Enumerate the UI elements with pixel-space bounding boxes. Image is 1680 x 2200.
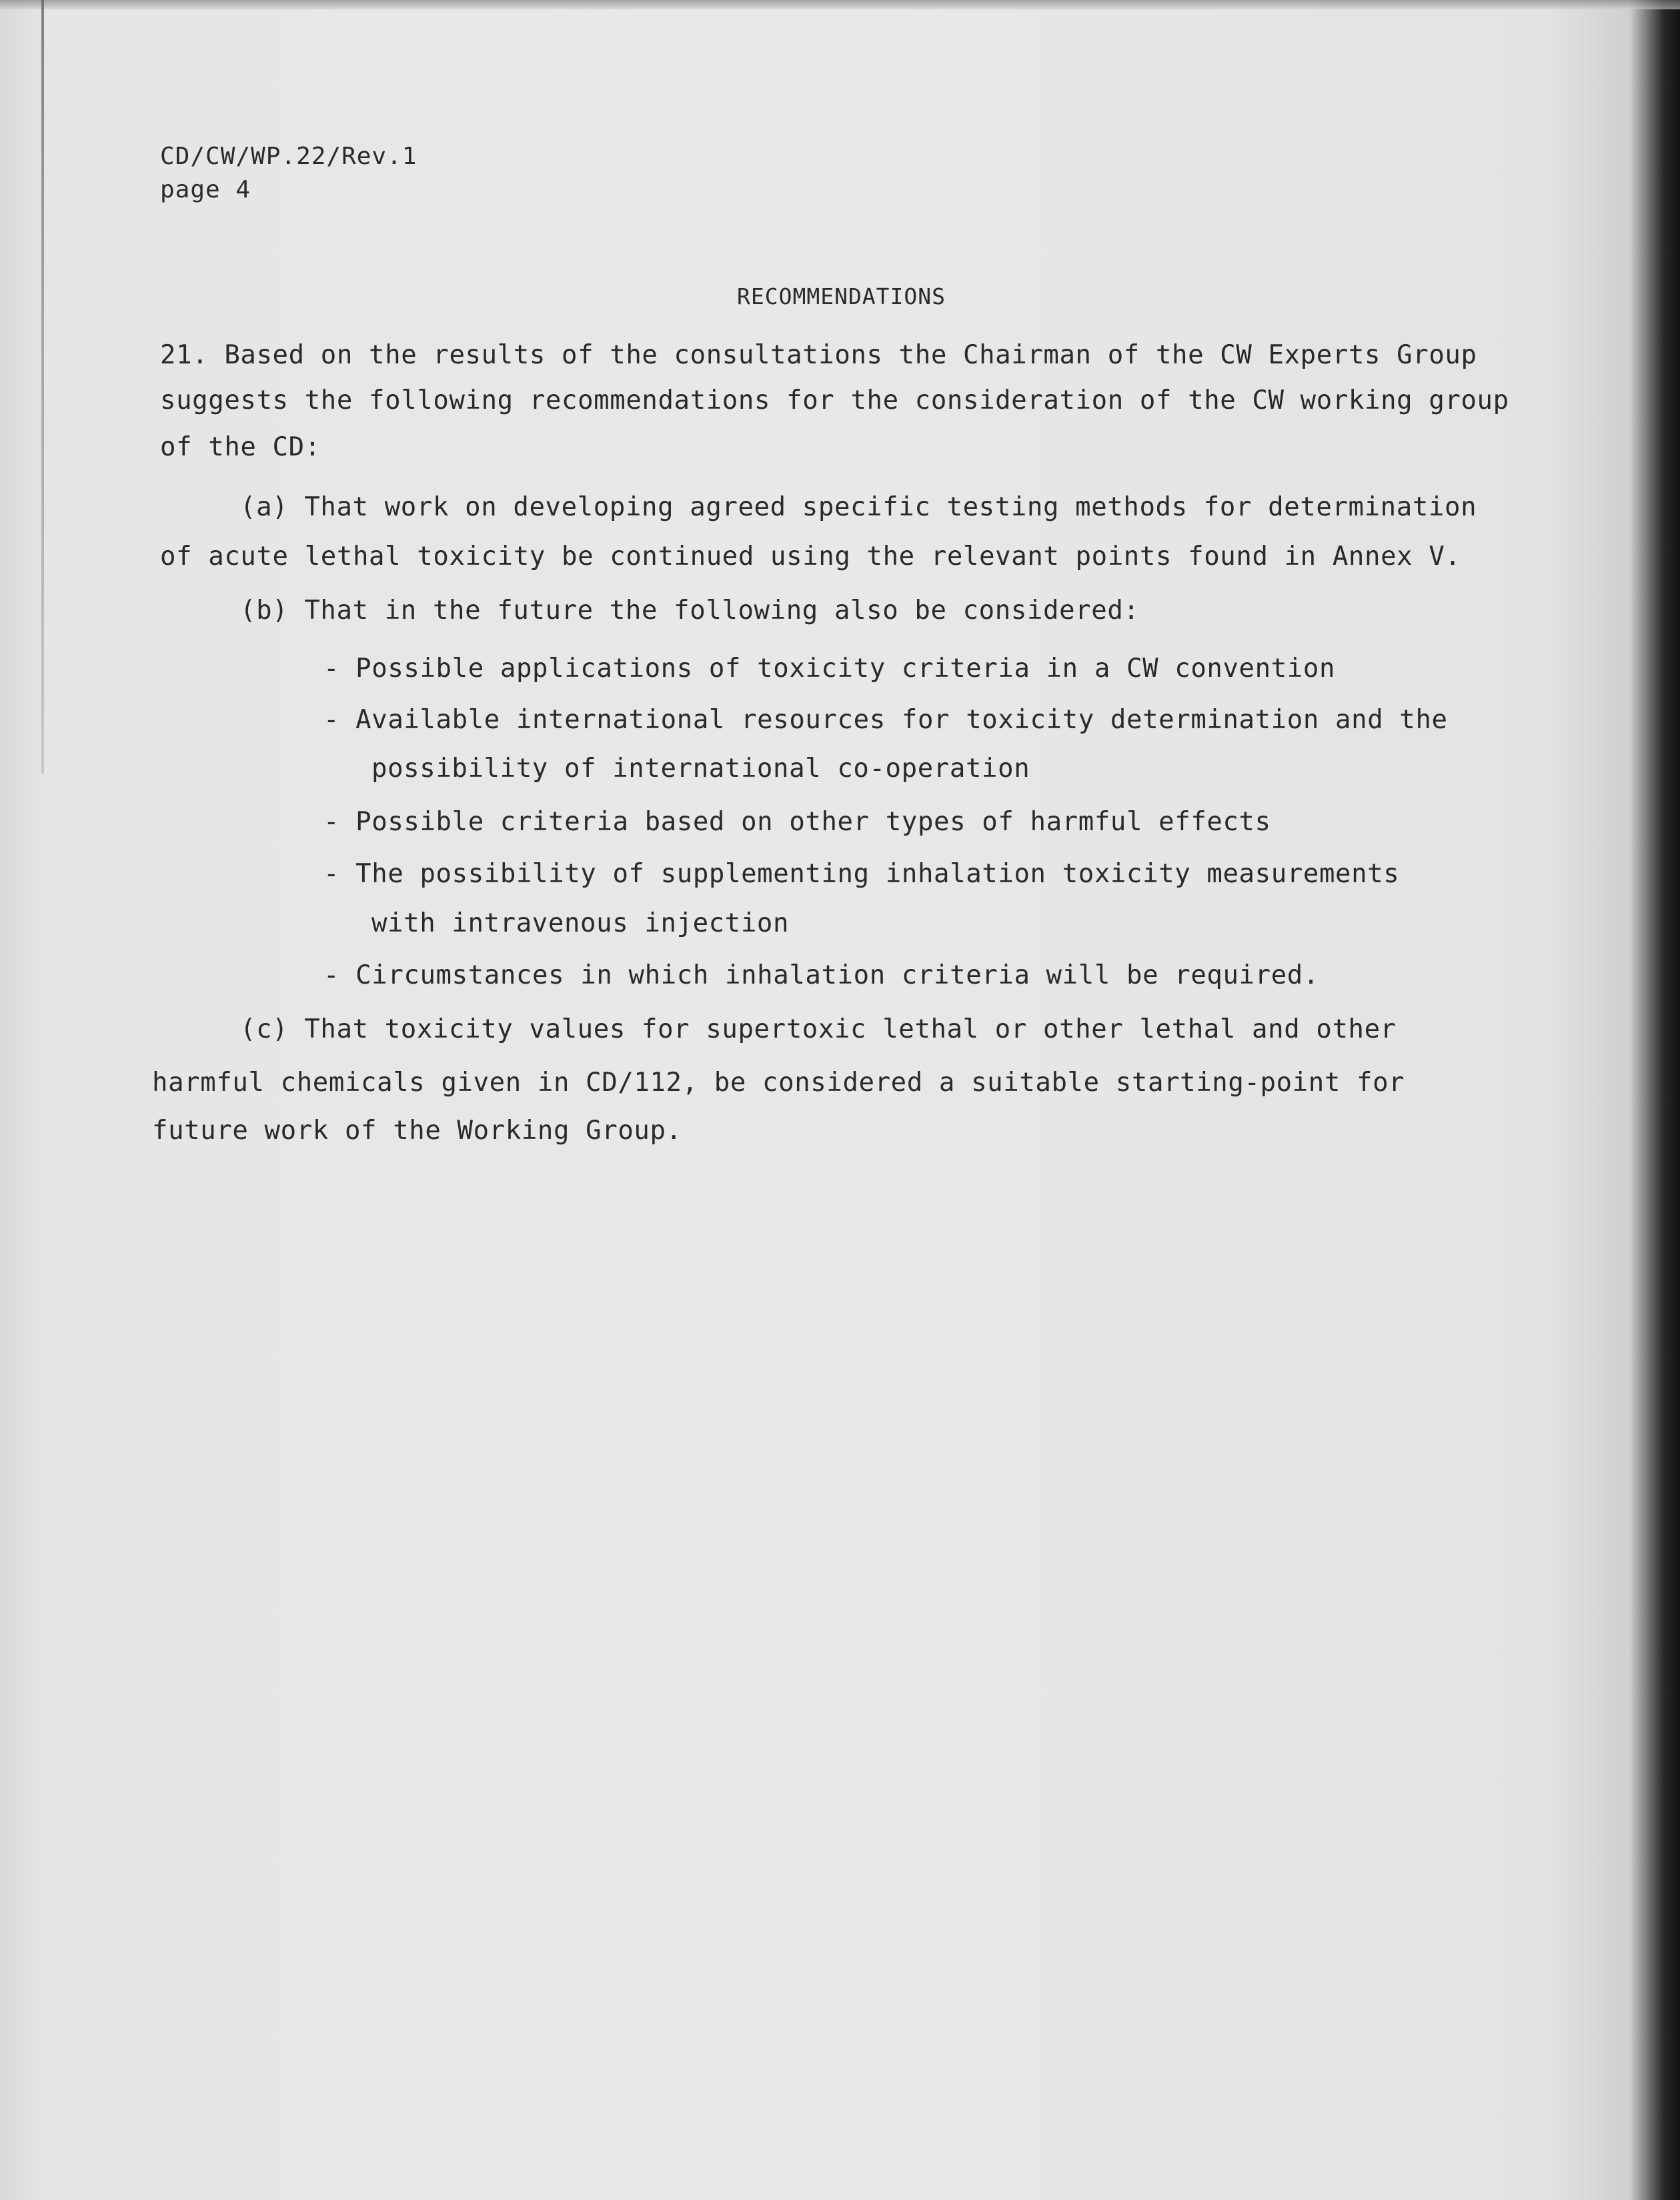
recommendation-b-item-2-cont: possibility of international co-operation [371, 754, 1030, 784]
scan-top-edge [0, 0, 1680, 9]
recommendation-b-item-4: - The possibility of supplementing inhalation toxicity measurements [323, 859, 1400, 889]
document-reference: CD/CW/WP.22/Rev.1 [160, 143, 417, 170]
recommendation-b-item-1: - Possible applications of toxicity criteria in a CW convention [323, 654, 1336, 684]
recommendation-a-line-1: (a) That work on developing agreed specific testing methods for determination [240, 492, 1477, 522]
recommendation-b-item-2: - Available international resources for toxicity determination and the [323, 705, 1448, 735]
document-header [160, 140, 417, 207]
recommendation-c-line-3: future work of the Working Group. [152, 1116, 682, 1146]
recommendation-b-item-4-cont: with intravenous injection [371, 908, 790, 938]
paragraph-21-line-2: suggests the following recommendations for the consideration of the CW working group [160, 385, 1509, 415]
recommendation-b-item-5: - Circumstances in which inhalation criteria will be required. [323, 960, 1319, 990]
recommendation-b-line-1: (b) That in the future the following also be considered: [240, 596, 1140, 626]
section-heading: RECOMMENDATIONS [737, 283, 946, 309]
recommendation-a-line-2: of acute lethal toxicity be continued using the relevant points found in Annex V. [160, 541, 1461, 572]
recommendation-b-item-3: - Possible criteria based on other types of harmful effects [323, 807, 1271, 837]
recommendation-c-line-2: harmful chemicals given in CD/112, be considered a suitable starting-point for [152, 1068, 1405, 1098]
binding-edge [41, 0, 44, 774]
paragraph-21-line-3: of the CD: [160, 432, 321, 462]
paragraph-21-line-1: 21. Based on the results of the consultations the Chairman of the CW Experts Group [160, 340, 1477, 370]
recommendation-c-line-1: (c) That toxicity values for supertoxic lethal or other lethal and other [240, 1014, 1397, 1044]
page-number: page 4 [160, 176, 251, 203]
